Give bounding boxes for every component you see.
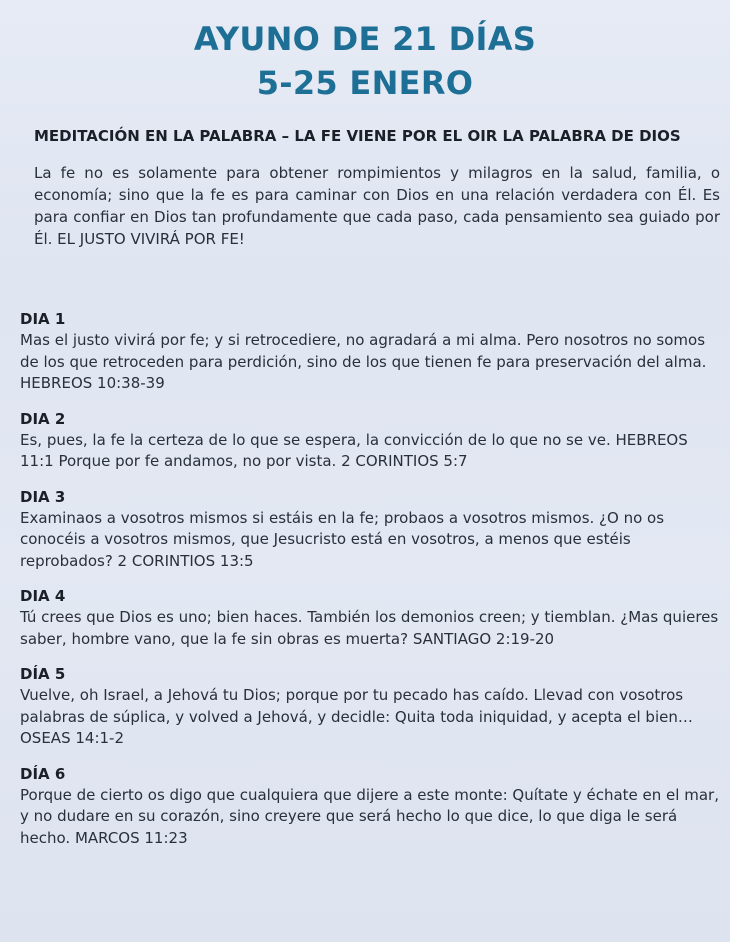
day-text: Es, pues, la fe la certeza de lo que se espera, la convicción de lo que no se ve. HEBREOS 11:1 Porque por fe andamos, no por vista. 2 CORINTIOS 5:7	[20, 430, 688, 470]
intro-section	[34, 125, 720, 250]
days-list	[20, 309, 720, 863]
day-text: Porque de cierto os digo que cualquiera que dijere a este monte: Quítate y échate en el mar, y no dudare en su corazón, sino creyere que será hecho lo que dice, lo que diga le será hecho. MARCOS 11:23	[20, 785, 719, 847]
day-label: DÍA 6	[20, 764, 66, 783]
day-2	[20, 409, 720, 473]
day-label: DIA 3	[20, 487, 66, 506]
day-3	[20, 487, 720, 573]
day-text: Examinaos a vosotros mismos si estáis en la fe; probaos a vosotros mismos. ¿O no os conocéis a vosotros mismos, que Jesucristo está en vosotros, a menos que estéis reprobados? 2 CORINTIOS 13:5	[20, 508, 665, 570]
day-label: DIA 1	[20, 310, 66, 328]
day-5	[20, 664, 720, 750]
day-label: DIA 4	[20, 587, 66, 605]
day-label: DÍA 5	[20, 665, 66, 683]
day-text: Mas el justo vivirá por fe; y si retrocediere, no agradará a mi alma. Pero nosotros no somos de los que retroceden para perdición, sino de los que tienen fe para preservación del alma. HEBREOS 10:38-39	[20, 331, 707, 392]
day-6	[20, 764, 720, 850]
title-line-2: 5-25 ENERO	[256, 64, 474, 102]
intro-paragraph: La fe no es solamente para obtener rompimientos y milagros en la salud, familia, o economía; sino que la fe es para caminar con Dios en una relación verdadera con Él. Es para confiar en Dios tan profundamente que cada paso, cada pensamiento sea guiado por Él. EL JUSTO VIVIRÁ POR FE!	[34, 164, 720, 248]
page-title	[0, 0, 730, 105]
day-text: Vuelve, oh Israel, a Jehová tu Dios; porque por tu pecado has caído. Llevad con vosotros palabras de súplica, y volved a Jehová, y decidle: Quita toda iniquidad, y acepta el bien… OSEAS 14:1-2	[20, 686, 693, 747]
day-4	[20, 586, 720, 650]
title-line-1: AYUNO DE 21 DÍAS	[193, 20, 537, 58]
intro-heading: MEDITACIÓN EN LA PALABRA – LA FE VIENE POR EL OIR LA PALABRA DE DIOS	[34, 127, 681, 145]
day-text: Tú crees que Dios es uno; bien haces. También los demonios creen; y tiemblan. ¿Mas quieres saber, hombre vano, que la fe sin obras es muerta? SANTIAGO 2:19-20	[20, 608, 719, 648]
day-1	[20, 309, 720, 395]
day-label: DIA 2	[20, 409, 66, 428]
